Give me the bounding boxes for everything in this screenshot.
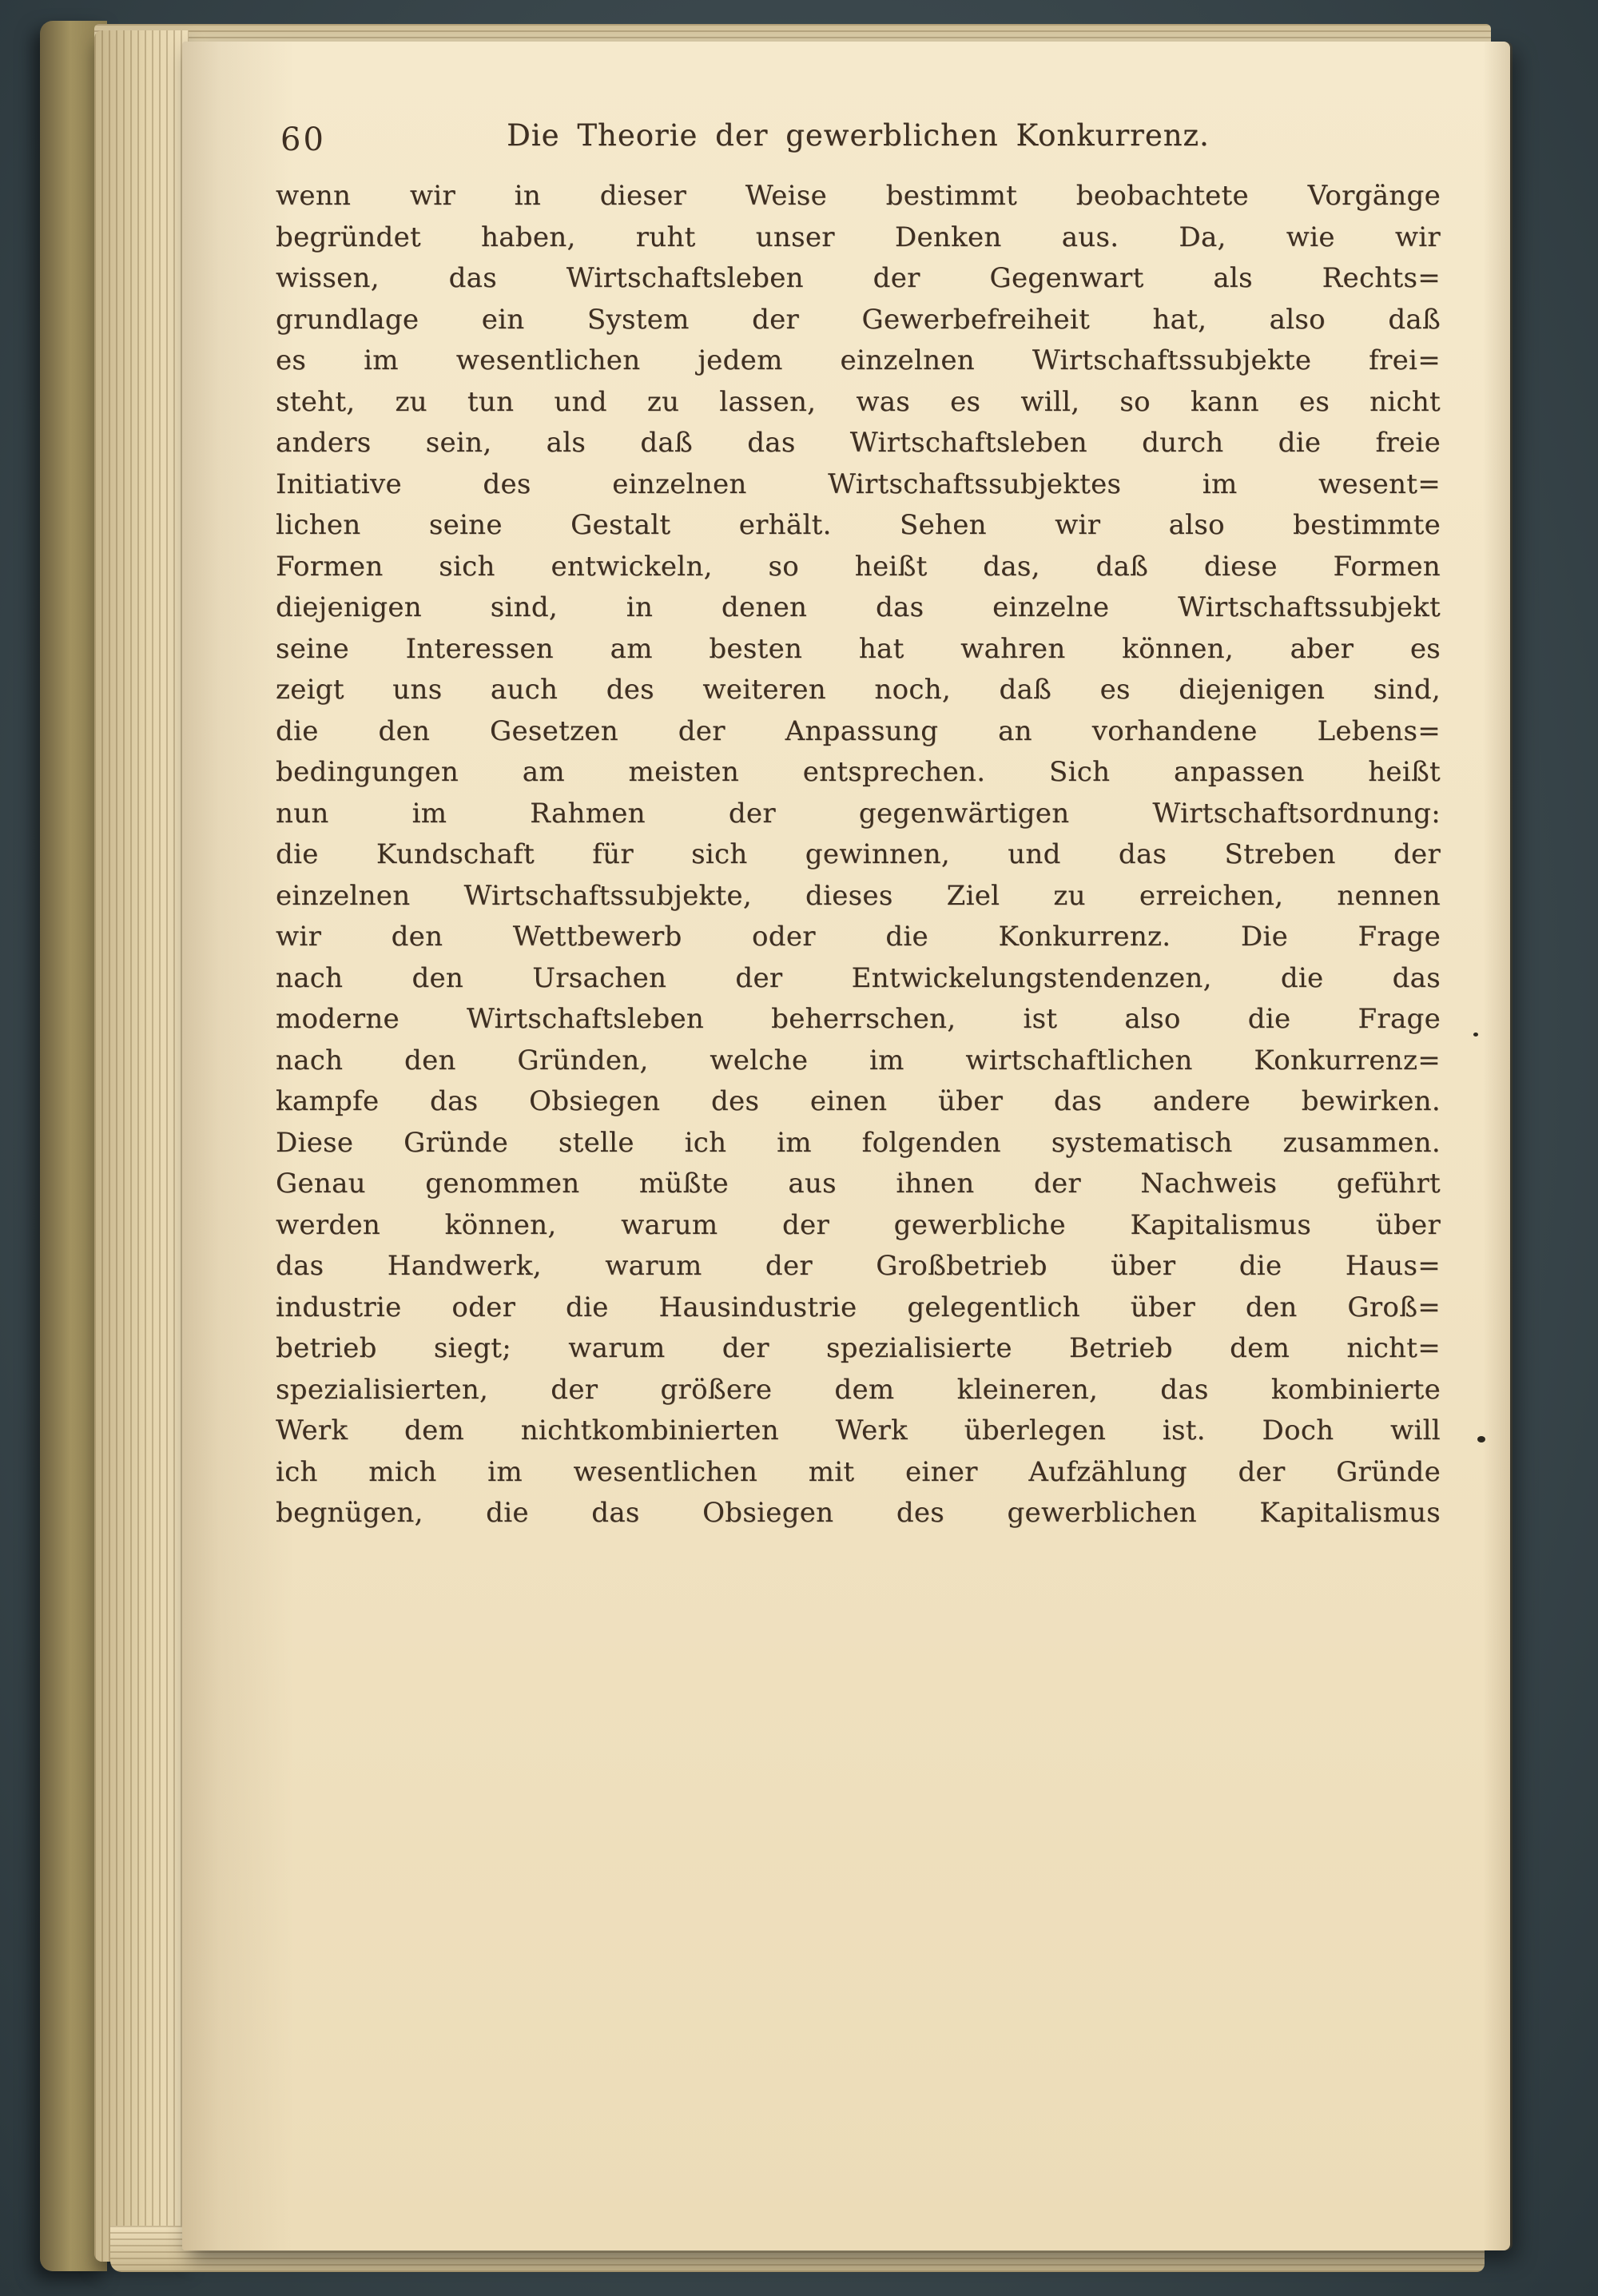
text-line: betrieb siegt; warum der spezialisierte Betrieb dem nicht= [276,1332,1441,1364]
text-line: wissen, das Wirtschaftsleben der Gegenwart als Rechts= [276,262,1441,294]
ink-speck [1477,1436,1485,1442]
text-line: begründet haben, ruht unser Denken aus. Da, wie wir [276,221,1441,253]
page-header [276,118,1441,161]
text-line: Genau genommen müßte aus ihnen der Nachweis geführt [276,1168,1441,1200]
text-line: es im wesentlichen jedem einzelnen Wirtschaftssubjekte frei= [276,344,1441,376]
text-line: Initiative des einzelnen Wirtschaftssubjektes im wesent= [276,468,1441,500]
text-line: seine Interessen am besten hat wahren können, aber es [276,632,1441,665]
text-line: bedingungen am meisten entsprechen. Sich anpassen heißt [276,756,1441,788]
book-page [182,42,1510,2250]
text-line: zeigt uns auch des weiteren noch, daß es diejenigen sind, [276,674,1441,706]
text-line: die den Gesetzen der Anpassung an vorhandene Lebens= [276,714,1441,747]
text-line: Diese Gründe stelle ich im folgenden systematisch zusammen. [276,1126,1441,1159]
text-line: spezialisierten, der größere dem kleineren, das kombinierte [276,1373,1441,1406]
text-line: nach den Gründen, welche im wirtschaftlichen Konkurrenz= [276,1044,1441,1076]
text-line: nach den Ursachen der Entwickelungstendenzen, die das [276,961,1441,994]
page-stack-left-edge [94,30,189,2262]
text-line: einzelnen Wirtschaftssubjekte, dieses Ziel zu erreichen, nennen [276,879,1441,912]
text-line: industrie oder die Hausindustrie gelegentlich über den Groß= [276,1291,1441,1323]
text-line: werden können, warum der gewerbliche Kapitalismus über [276,1208,1441,1241]
ink-speck [1473,1033,1478,1037]
text-line: wir den Wettbewerb oder die Konkurrenz. Die Frage [276,921,1441,953]
text-line: steht, zu tun und zu lassen, was es will, so kann es nicht [276,385,1441,418]
text-line: kampfe das Obsiegen des einen über das andere bewirken. [276,1085,1441,1117]
text-line: moderne Wirtschaftsleben beherrschen, ist also die Frage [276,1003,1441,1035]
text-line: lichen seine Gestalt erhält. Sehen wir also bestimmte [276,509,1441,541]
text-line: begnügen, die das Obsiegen des gewerblichen Kapitalismus [276,1497,1441,1529]
text-line: wenn wir in dieser Weise bestimmt beobachtete Vorgänge [276,180,1441,212]
text-line: nun im Rahmen der gegenwärtigen Wirtschaftsordnung: [276,797,1441,830]
running-title: Die Theorie der gewerblichen Konkurrenz. [507,118,1210,153]
body-text [276,176,1441,1534]
text-line: ich mich im wesentlichen mit einer Aufzählung der Gründe [276,1455,1441,1488]
page-number: 60 [280,121,326,158]
text-line: das Handwerk, warum der Großbetrieb über die Haus= [276,1250,1441,1282]
text-line: die Kundschaft für sich gewinnen, und das Streben der [276,838,1441,870]
text-line: Formen sich entwickeln, so heißt das, daß diese Formen [276,550,1441,583]
text-line: diejenigen sind, in denen das einzelne Wirtschaftssubjekt [276,591,1441,623]
text-line: Werk dem nichtkombinierten Werk überlegen ist. Doch will [276,1415,1441,1446]
text-line: anders sein, als daß das Wirtschaftsleben durch die freie [276,427,1441,459]
text-line: grundlage ein System der Gewerbefreiheit hat, also daß [276,303,1441,336]
